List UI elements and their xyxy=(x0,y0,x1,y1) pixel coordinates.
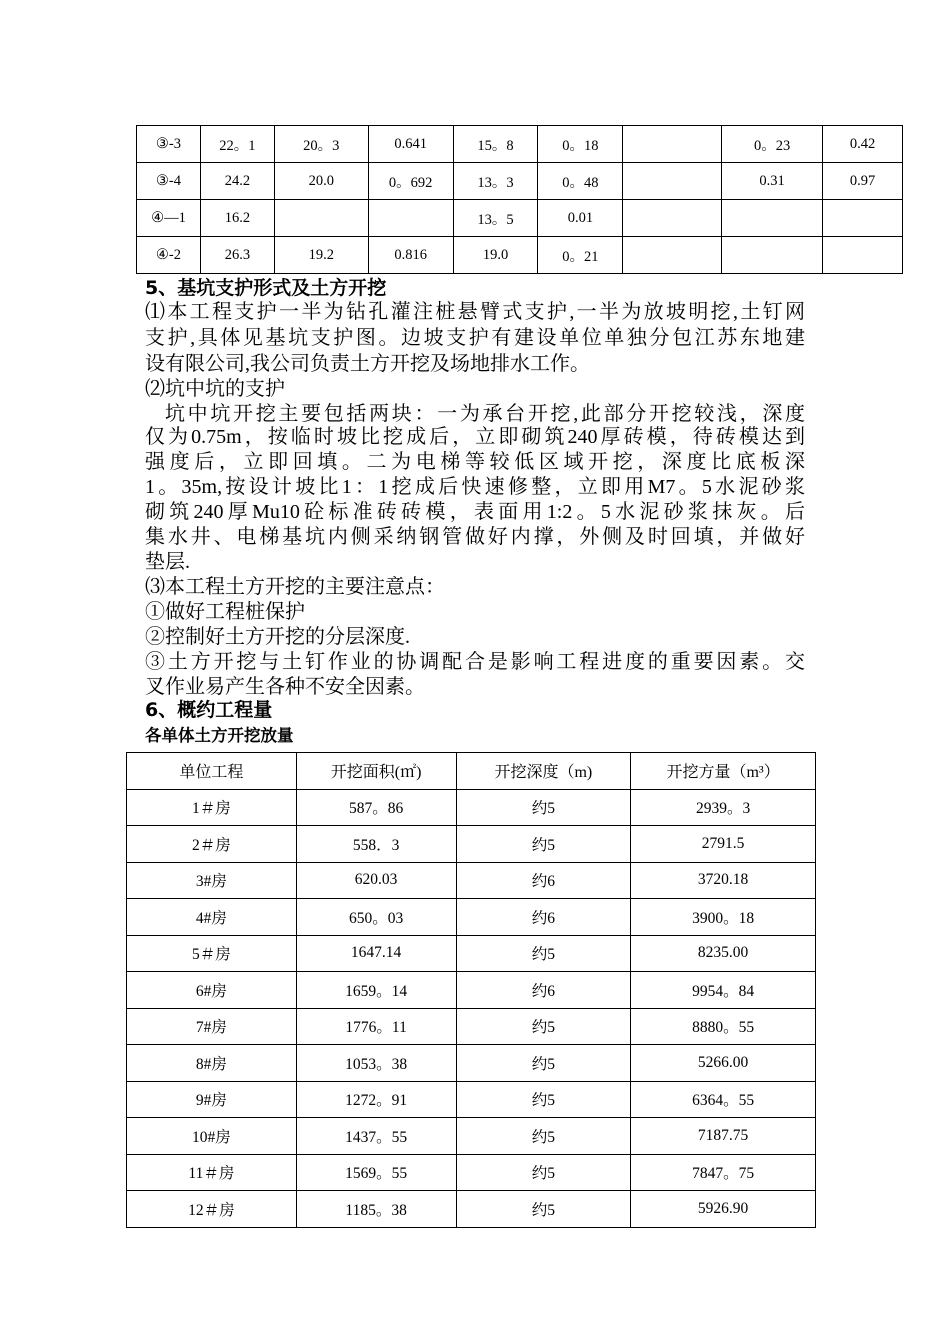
section5-line: ⑴本工程支护一半为钻孔灌注桩悬臂式支护,一半为放坡明挖,土钉网 xyxy=(145,301,805,323)
table-row xyxy=(127,972,816,1009)
table-cell xyxy=(274,200,368,237)
section5-line: 支护,具体见基坑支护图。边坡支护有建设单位单独分包江苏东地建 xyxy=(145,327,805,349)
table-cell: 1185。38 xyxy=(296,1191,456,1228)
qty-table-body xyxy=(127,789,816,1227)
table-cell xyxy=(722,200,823,237)
section6-subheading: 各单体土方开挖放量 xyxy=(145,726,294,745)
table-cell: 13。5 xyxy=(453,200,538,237)
table-row xyxy=(127,1154,816,1191)
table-cell: 约5 xyxy=(456,935,631,972)
table-row xyxy=(127,1008,816,1045)
table-row xyxy=(137,200,903,237)
table-cell: 约5 xyxy=(456,1118,631,1155)
table-row xyxy=(127,789,816,826)
table-cell: 7#房 xyxy=(127,1008,297,1045)
table-cell: 8#房 xyxy=(127,1045,297,1082)
table-cell: 8235.00 xyxy=(631,935,816,972)
table-cell: 1776。11 xyxy=(296,1008,456,1045)
table-cell: 20。3 xyxy=(274,126,368,163)
table-cell: 620.03 xyxy=(296,862,456,899)
table-cell xyxy=(623,200,722,237)
header-cell: 开挖面积(㎡) xyxy=(296,753,456,790)
table-cell xyxy=(722,237,823,274)
table-cell: 8880。55 xyxy=(631,1008,816,1045)
table-cell xyxy=(823,200,903,237)
section5-heading: 5、基坑支护形式及土方开挖 xyxy=(145,277,387,299)
table-cell: 22。1 xyxy=(200,126,274,163)
table-cell: 9#房 xyxy=(127,1081,297,1118)
table-cell: 3900。18 xyxy=(631,899,816,936)
header-row xyxy=(127,753,816,790)
table-row xyxy=(127,935,816,972)
table-cell: 1647.14 xyxy=(296,935,456,972)
table-cell: 7847。75 xyxy=(631,1154,816,1191)
table-cell xyxy=(623,163,722,200)
table-cell: 5926.90 xyxy=(631,1191,816,1228)
table-cell: 24.2 xyxy=(200,163,274,200)
table-cell: 16.2 xyxy=(200,200,274,237)
section5-line: ①做好工程桩保护 xyxy=(145,601,305,623)
excavation-quantity-table xyxy=(126,752,816,1228)
table-cell: 20.0 xyxy=(274,163,368,200)
table-cell: 1569。55 xyxy=(296,1154,456,1191)
section5-line: ⑵坑中坑的支护 xyxy=(145,378,285,400)
table-cell: 约5 xyxy=(456,789,631,826)
section5-line: 设有限公司,我公司负责土方开挖及场地排水工作。 xyxy=(145,353,590,375)
table-cell: 12＃房 xyxy=(127,1191,297,1228)
table-cell: 6364。55 xyxy=(631,1081,816,1118)
table-cell: 0.31 xyxy=(722,163,823,200)
table-cell: 约5 xyxy=(456,1081,631,1118)
section5-line: 垫层. xyxy=(145,551,190,573)
section5-line: ②控制好土方开挖的分层深度. xyxy=(145,626,410,648)
table-row xyxy=(137,237,903,274)
table-row xyxy=(127,899,816,936)
table-row xyxy=(127,862,816,899)
table-cell: 19.0 xyxy=(453,237,538,274)
table-row xyxy=(127,826,816,863)
section5-line: 1。35m,按设计坡比1：1挖成后快速修整，立即用M7。5水泥砂浆 xyxy=(145,476,805,498)
section5-line: 集水井、电梯基坑内侧采纳钢管做好内撑，外侧及时回填，并做好 xyxy=(145,526,805,548)
table-cell: 1437。55 xyxy=(296,1118,456,1155)
section5-line: 砌筑240厚Mu10砼标准砖砖模，表面用1:2。5水泥砂浆抹灰。后 xyxy=(145,501,805,523)
table-cell: 11＃房 xyxy=(127,1154,297,1191)
table-cell: 0.42 xyxy=(823,126,903,163)
table-cell: 约6 xyxy=(456,862,631,899)
table-cell xyxy=(823,237,903,274)
table-cell: 0.816 xyxy=(368,237,453,274)
table-cell: 587。86 xyxy=(296,789,456,826)
table-cell: 0。21 xyxy=(538,237,623,274)
section5-line: 仅为0.75m，按临时坡比挖成后，立即砌筑240厚砖模，待砖模达到 xyxy=(145,426,805,448)
table-cell: 约5 xyxy=(456,1191,631,1228)
section5-line: 强度后，立即回填。二为电梯等较低区域开挖，深度比底板深 xyxy=(145,451,805,473)
header-cell: 开挖方量（m³） xyxy=(631,753,816,790)
table-row xyxy=(137,163,903,200)
table-cell: 3#房 xyxy=(127,862,297,899)
table-cell: 0。23 xyxy=(722,126,823,163)
table-cell: 1272。91 xyxy=(296,1081,456,1118)
table-cell: 7187.75 xyxy=(631,1118,816,1155)
table-cell: 约6 xyxy=(456,972,631,1009)
table-cell: 558．3 xyxy=(296,826,456,863)
table-cell: 2＃房 xyxy=(127,826,297,863)
soil-properties-table xyxy=(136,125,903,274)
qty-table-header xyxy=(127,753,816,790)
table-cell: 1＃房 xyxy=(127,789,297,826)
table-row xyxy=(137,126,903,163)
table-cell: 650。03 xyxy=(296,899,456,936)
table-row xyxy=(127,1118,816,1155)
table-cell: 约5 xyxy=(456,1154,631,1191)
soil-table-body xyxy=(137,126,903,274)
table-cell: 6#房 xyxy=(127,972,297,1009)
table-row xyxy=(127,1191,816,1228)
table-cell xyxy=(623,126,722,163)
table-cell: 10#房 xyxy=(127,1118,297,1155)
table-row xyxy=(127,1081,816,1118)
section5-line: ⑶本工程土方开挖的主要注意点： xyxy=(145,576,445,598)
table-cell: 19.2 xyxy=(274,237,368,274)
table-cell: 1659。14 xyxy=(296,972,456,1009)
table-cell: 0.97 xyxy=(823,163,903,200)
section5-line: 坑中坑开挖主要包括两块：一为承台开挖,此部分开挖较浅，深度 xyxy=(165,403,805,425)
table-cell: 0。18 xyxy=(538,126,623,163)
header-cell: 单位工程 xyxy=(127,753,297,790)
table-cell: 约5 xyxy=(456,1008,631,1045)
table-cell: ④-2 xyxy=(137,237,201,274)
table-cell: 0。692 xyxy=(368,163,453,200)
table-cell: 2939。3 xyxy=(631,789,816,826)
table-row xyxy=(127,1045,816,1082)
table-cell: 0。48 xyxy=(538,163,623,200)
table-cell: 15。8 xyxy=(453,126,538,163)
header-cell: 开挖深度（m) xyxy=(456,753,631,790)
table-cell xyxy=(368,200,453,237)
table-cell: 约5 xyxy=(456,826,631,863)
section5-line: ③土方开挖与土钉作业的协调配合是影响工程进度的重要因素。交 xyxy=(145,651,805,673)
table-cell: 5＃房 xyxy=(127,935,297,972)
table-cell: 1053。38 xyxy=(296,1045,456,1082)
table-cell: 4#房 xyxy=(127,899,297,936)
section6-heading: 6、概约工程量 xyxy=(145,699,273,721)
section5-line: 叉作业易产生各种不安全因素。 xyxy=(145,676,425,698)
table-cell xyxy=(623,237,722,274)
table-cell: 0.641 xyxy=(368,126,453,163)
table-cell: 9954。84 xyxy=(631,972,816,1009)
table-cell: 5266.00 xyxy=(631,1045,816,1082)
table-cell: 2791.5 xyxy=(631,826,816,863)
table-cell: 0.01 xyxy=(538,200,623,237)
table-cell: 13。3 xyxy=(453,163,538,200)
table-cell: ④—1 xyxy=(137,200,201,237)
table-cell: 约5 xyxy=(456,1045,631,1082)
table-cell: ③-4 xyxy=(137,163,201,200)
table-cell: 约6 xyxy=(456,899,631,936)
table-cell: 26.3 xyxy=(200,237,274,274)
table-cell: ③-3 xyxy=(137,126,201,163)
table-cell: 3720.18 xyxy=(631,862,816,899)
